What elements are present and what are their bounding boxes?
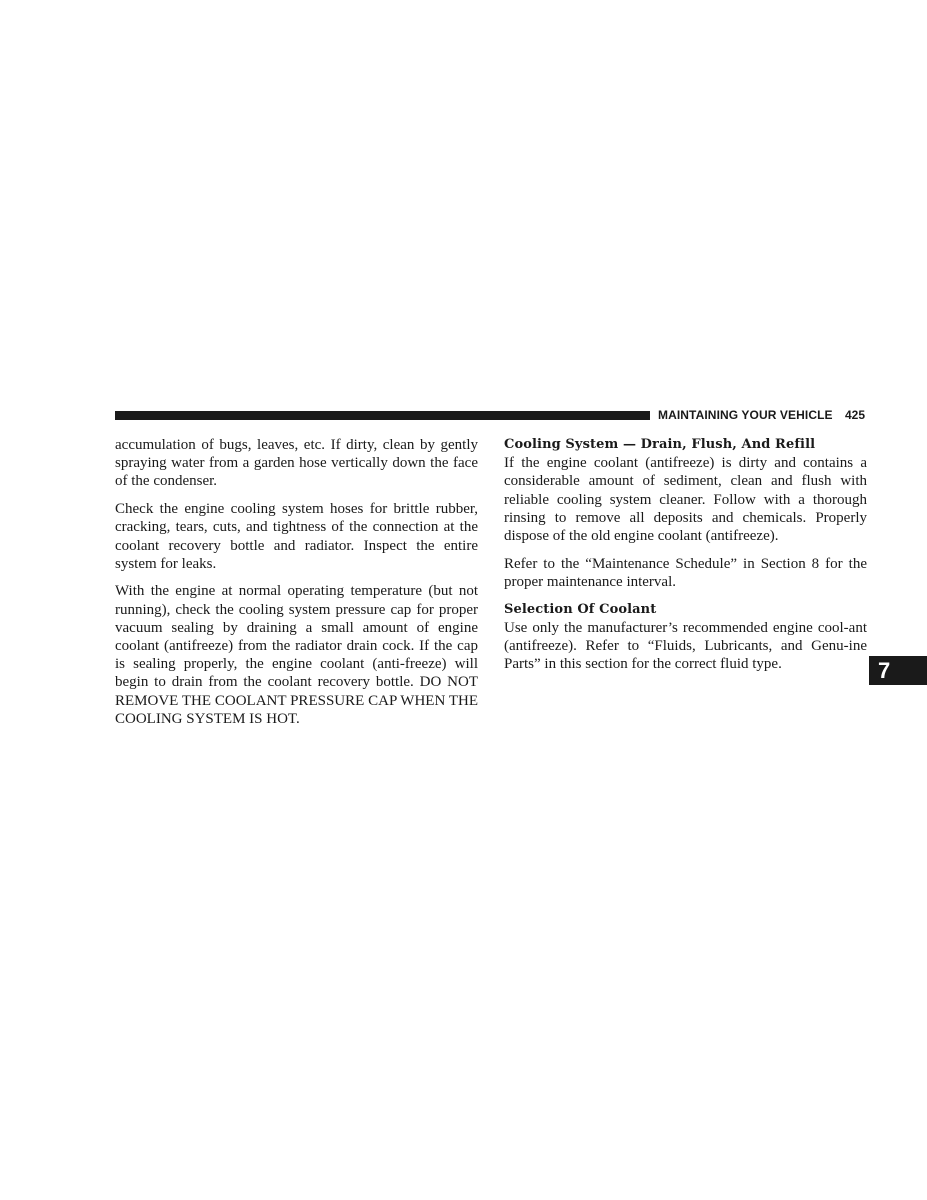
left-column [115,436,478,738]
header-rule [115,411,650,420]
paragraph-pressure-cap: With the engine at normal operating temperature (but not running), check the cooling system pressure cap for proper vacuum sealing by draining a small amount of engine coolant (antifreeze) from the radiator drain cock. If the cap is sealing properly, the engine coolant (anti-freeze) will begin to drain from the coolant recovery bottle. DO NOT REMOVE THE COOLANT PRESSURE CAP WHEN THE COOLING SYSTEM IS HOT. [115,583,478,727]
right-column [504,436,867,683]
page-number: 425 [845,408,866,422]
heading-selection-of-coolant: Selection Of Coolant [504,601,657,617]
heading-drain-flush-refill: Cooling System — Drain, Flush, And Refill [504,437,816,452]
chapter-tab [869,656,927,685]
paragraph-condenser: accumulation of bugs, leaves, etc. If dirty, clean by gently spraying water from a garden hose vertically down the face of the condenser. [115,437,478,490]
paragraph-flush: If the engine coolant (antifreeze) is dirty and contains a considerable amount of sediment, clean and flush with reliable cooling system cleaner. Follow with a thorough rinsing to remove all deposits and chemicals. Properly dispose of the old engine coolant (antifreeze). [504,455,867,545]
chapter-number: 7 [878,658,891,683]
paragraph-coolant-selection: Use only the manufacturer’s recommended engine cool-ant (antifreeze). Refer to “Fluids, Lubricants, and Genu-ine Parts” in this section for the correct fluid type. [504,619,867,673]
paragraph-schedule-ref: Refer to the “Maintenance Schedule” in Section 8 for the proper maintenance interval. [504,555,867,590]
paragraph-hoses: Check the engine cooling system hoses for brittle rubber, cracking, tears, cuts, and tightness of the connection at the coolant recovery bottle and radiator. Inspect the entire system for leaks. [115,501,478,572]
section-title: MAINTAINING YOUR VEHICLE [658,408,833,422]
